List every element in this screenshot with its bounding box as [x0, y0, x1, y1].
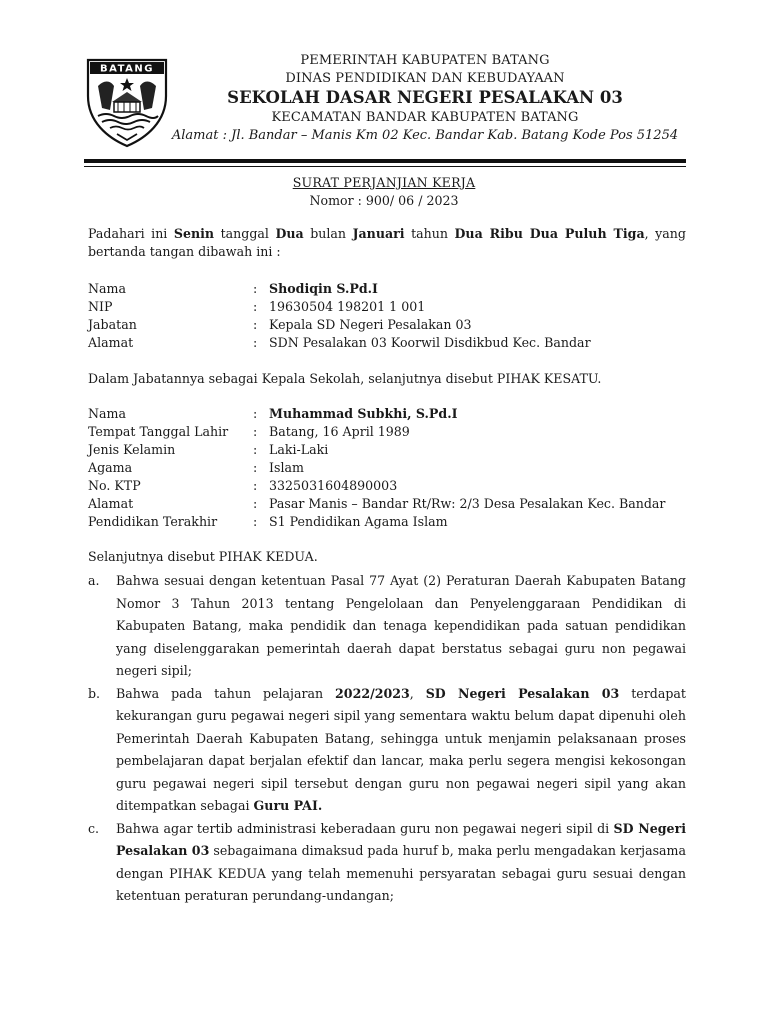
detail-label: Tempat Tanggal Lahir — [88, 424, 229, 439]
letterhead — [170, 52, 680, 145]
detail-row: Jenis Kelamin : Laki-Laki — [88, 442, 329, 457]
month-name: Januari — [352, 226, 405, 241]
detail-row: No. KTP : 3325031604890003 — [88, 478, 398, 493]
detail-row: Nama : Muhammad Subkhi, S.Pd.I — [88, 406, 458, 421]
detail-value: 19630504 198201 1 001 — [269, 299, 426, 314]
detail-value: Laki-Laki — [269, 442, 329, 457]
detail-row: Jabatan : Kepala SD Negeri Pesalakan 03 — [88, 317, 472, 332]
detail-value: S1 Pendidikan Agama Islam — [269, 514, 448, 529]
detail-value: Shodiqin S.Pd.I — [269, 281, 378, 296]
document-title: SURAT PERJANJIAN KERJA — [292, 175, 476, 190]
detail-value: SDN Pesalakan 03 Koorwil Disdikbud Kec. Bandar — [269, 335, 591, 350]
detail-row: Nama : Shodiqin S.Pd.I — [88, 281, 378, 296]
detail-label: Jenis Kelamin — [88, 442, 176, 457]
considerations-list — [88, 570, 686, 908]
detail-row: Alamat : Pasar Manis – Bandar Rt/Rw: 2/3 Desa Pesalakan Kec. Bandar — [88, 496, 666, 511]
list-item-label: b. — [88, 685, 101, 701]
party1-details — [88, 280, 688, 352]
day-name: Senin — [173, 226, 215, 241]
detail-label: No. KTP — [88, 478, 141, 493]
school-name: SD Negeri Pesalakan 03 — [425, 685, 620, 701]
detail-value: Pasar Manis – Bandar Rt/Rw: 2/3 Desa Pesalakan Kec. Bandar — [269, 496, 666, 511]
year-words: Dua Ribu Dua Puluh Tiga — [454, 226, 645, 241]
list-item — [88, 570, 686, 683]
detail-row: Pendidikan Terakhir : S1 Pendidikan Agama Islam — [88, 514, 448, 529]
list-item: b. Bahwa pada tahun pelajaran 2022/2023, SD Negeri Pesalakan 03 terdapat kekurangan guru pegawai negeri sipil yang sementara waktu belum dapat dipenuhi oleh Pemerintah Daerah Kabupaten Batang, sehingga untuk menjamin pelaksanaan proses pembelajaran dapat berjalan efektif dan lancar, maka perlu segera mengisi kekosongan guru pegawai negeri sipil tersebut dengan guru non pegawai negeri sipil yang akan ditempatkan sebagai Guru PAI. — [88, 683, 686, 818]
detail-value: Kepala SD Negeri Pesalakan 03 — [269, 317, 472, 332]
detail-label: Pendidikan Terakhir — [88, 514, 218, 529]
list-item-text: Bahwa sesuai dengan ketentuan Pasal 77 Ayat (2) Peraturan Daerah Kabupaten Batang Nomor 3 Tahun 2013 tentang Pengelolaan dan Penyelenggaraan Pendidikan di Kabupaten Batang, maka pendidik dan tenaga kependidikan pada satuan pendidikan yang diselenggarakan pemerintah daerah dapat berstatus sebagai guru non pegawai negeri sipil; — [116, 573, 686, 678]
detail-value: 3325031604890003 — [269, 478, 398, 493]
teacher-role: Guru PAI. — [253, 798, 323, 813]
detail-row: Agama : Islam — [88, 460, 304, 475]
document-number: Nomor : 900/ 06 / 2023 — [309, 193, 459, 208]
detail-label: NIP — [88, 299, 113, 314]
detail-label: Alamat — [88, 496, 134, 511]
detail-label: Jabatan — [88, 317, 137, 332]
party1-designation: Dalam Jabatannya sebagai Kepala Sekolah, selanjutnya disebut PIHAK KESATU. — [88, 371, 602, 386]
letterhead-district: KECAMATAN BANDAR KABUPATEN BATANG — [271, 110, 579, 125]
document-title-block — [0, 174, 768, 210]
regency-emblem-logo — [84, 56, 170, 148]
detail-row: Alamat : SDN Pesalakan 03 Koorwil Disdikbud Kec. Bandar — [88, 335, 591, 350]
list-item: c. Bahwa agar tertib administrasi keberadaan guru non pegawai negeri sipil di SD Negeri Pesalakan 03 sebagaimana dimaksud pada huruf b, maka perlu mengadakan kerjasama dengan PIHAK KEDUA yang telah memenuhi persyaratan sebagai guru sesuai dengan ketentuan peraturan perundang-undangan; — [88, 818, 686, 908]
party2-designation: Selanjutnya disebut PIHAK KEDUA. — [88, 549, 318, 564]
list-item-label: a. — [88, 573, 100, 588]
party2-details — [88, 405, 688, 531]
letterhead-government: PEMERINTAH KABUPATEN BATANG — [300, 53, 550, 68]
letterhead-address: Alamat : Jl. Bandar – Manis Km 02 Kec. Bandar Kab. Batang Kode Pos 51254 — [171, 127, 679, 143]
detail-label: Nama — [88, 281, 126, 296]
emblem-text: BATANG — [100, 63, 154, 75]
school-name: SD Negeri Pesalakan 03 — [116, 820, 686, 858]
date-words: Dua — [275, 226, 304, 241]
detail-label: Nama — [88, 406, 126, 421]
letterhead-agency: DINAS PENDIDIKAN DAN KEBUDAYAAN — [285, 70, 565, 86]
detail-row: NIP : 19630504 198201 1 001 — [88, 299, 426, 314]
detail-value: Muhammad Subkhi, S.Pd.I — [269, 406, 458, 421]
letterhead-school-name: SEKOLAH DASAR NEGERI PESALAKAN 03 — [227, 88, 623, 107]
letterhead-divider-thin — [84, 166, 686, 167]
detail-label: Alamat — [88, 335, 134, 350]
detail-label: Agama — [88, 460, 133, 475]
detail-row: Tempat Tanggal Lahir : Batang, 16 April 1989 — [88, 424, 410, 439]
list-item-label: c. — [88, 820, 100, 836]
detail-value: Islam — [269, 460, 304, 475]
school-year: 2022/2023 — [335, 685, 410, 701]
opening-paragraph: Padahari ini Senin tanggal Dua bulan Januari tahun Dua Ribu Dua Puluh Tiga, yang bertanda tangan dibawah ini : — [88, 226, 686, 259]
letterhead-divider-thick — [84, 159, 686, 163]
detail-value: Batang, 16 April 1989 — [269, 424, 410, 439]
